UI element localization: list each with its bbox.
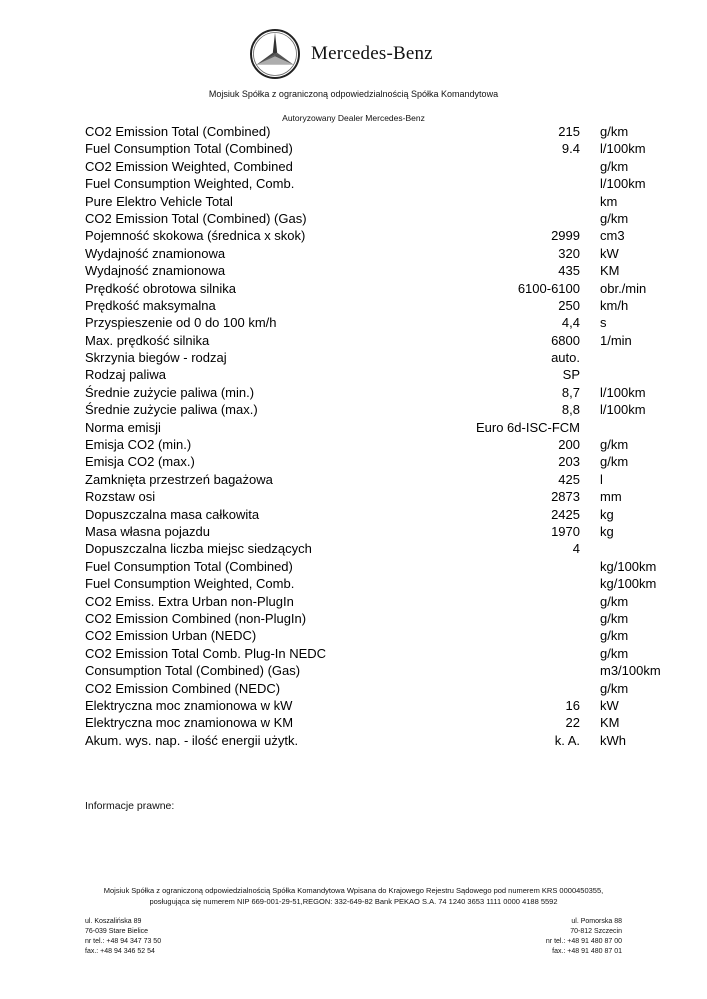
spec-row: [85, 471, 665, 488]
spec-unit: l/100km: [600, 141, 646, 157]
spec-value: Euro 6d-ISC-FCM: [475, 419, 580, 435]
spec-value: SP: [562, 367, 580, 383]
spec-unit: kg: [600, 506, 614, 522]
address-street: ul. Pomorska 88: [571, 918, 622, 925]
spec-label: Pure Elektro Vehicle Total: [85, 193, 233, 209]
spec-unit: g/km: [600, 628, 629, 644]
spec-label: Akum. wys. nap. - ilość energii użytk.: [85, 732, 299, 748]
address-fax: fax.: +48 91 480 87 01: [552, 948, 622, 955]
spec-value: 8,7: [561, 384, 580, 400]
spec-row: [85, 401, 665, 418]
spec-label: CO2 Emission Urban (NEDC): [85, 628, 257, 644]
spec-row: [85, 506, 665, 523]
spec-label: CO2 Emission Combined (NEDC): [85, 680, 281, 696]
spec-row: [85, 488, 665, 505]
spec-value: 435: [558, 263, 580, 279]
address-stare-bielice: [85, 917, 161, 957]
spec-label: Elektryczna moc znamionowa w KM: [85, 715, 294, 731]
spec-unit: g/km: [600, 680, 629, 696]
dealer-subtitle: Autoryzowany Dealer Mercedes-Benz: [282, 113, 425, 123]
spec-label: Pojemność skokowa (średnica x skok): [85, 228, 306, 244]
spec-row: [85, 175, 665, 192]
spec-value: 2999: [551, 228, 580, 244]
spec-unit: kWh: [600, 732, 626, 748]
spec-unit: kg/100km: [600, 558, 657, 574]
address-phone: nr tel.: +48 94 347 73 50: [85, 938, 162, 945]
spec-value: 4,4: [561, 315, 580, 331]
spec-unit: g/km: [600, 610, 629, 626]
spec-row: [85, 297, 665, 314]
spec-row: [85, 662, 665, 679]
spec-label: Consumption Total (Combined) (Gas): [85, 663, 301, 679]
spec-value: 2425: [551, 506, 580, 522]
spec-unit: g/km: [600, 210, 629, 226]
spec-row: [85, 349, 665, 366]
spec-unit: l/100km: [600, 402, 646, 418]
spec-row: [85, 540, 665, 557]
spec-label: Zamknięta przestrzeń bagażowa: [85, 471, 273, 487]
spec-label: Rozstaw osi: [85, 489, 156, 505]
spec-unit: KM: [600, 263, 620, 279]
spec-value: 4: [572, 541, 580, 557]
spec-value: 9.4: [561, 141, 580, 157]
address-city: 70-812 Szczecin: [570, 928, 622, 935]
spec-value: 425: [558, 471, 580, 487]
spec-value: auto.: [551, 350, 580, 366]
brand-name: Mercedes-Benz: [311, 43, 433, 64]
spec-unit: cm3: [600, 228, 625, 244]
spec-row: [85, 158, 665, 175]
brand-logo: [249, 28, 433, 80]
spec-label: CO2 Emission Weighted, Combined: [85, 158, 293, 174]
spec-value: 215: [558, 124, 580, 139]
spec-label: CO2 Emission Total (Combined): [85, 124, 271, 139]
spec-unit: km/h: [600, 297, 629, 313]
spec-label: CO2 Emission Total (Combined) (Gas): [85, 210, 307, 226]
spec-label: Rodzaj paliwa: [85, 367, 166, 383]
spec-value: 16: [565, 697, 580, 713]
spec-row: [85, 558, 665, 575]
spec-label: CO2 Emission Total Comb. Plug-In NEDC: [85, 645, 327, 661]
spec-unit: g/km: [600, 645, 629, 661]
spec-label: Fuel Consumption Weighted, Comb.: [85, 176, 295, 192]
spec-row: [85, 627, 665, 644]
address-phone: nr tel.: +48 91 480 87 00: [545, 938, 622, 945]
spec-row: [85, 645, 665, 662]
address-szczecin: [546, 917, 622, 957]
spec-row: [85, 436, 665, 453]
spec-unit: kg: [600, 523, 614, 539]
spec-label: Norma emisji: [85, 419, 161, 435]
spec-label: CO2 Emission Combined (non-PlugIn): [85, 610, 307, 626]
registration-line: posługująca się numerem NIP 669-001-29-51,REGON: 332-649-82 Bank PEKAO S.A. 74 1240 3653 1111 0000 4188 5592: [149, 897, 558, 906]
spec-label: Max. prędkość silnika: [85, 332, 210, 348]
address-street: ul. Koszalińska 89: [85, 918, 142, 925]
spec-label: Emisja CO2 (max.): [85, 454, 195, 470]
spec-label: CO2 Emiss. Extra Urban non-PlugIn: [85, 593, 294, 609]
spec-value: 6800: [551, 332, 580, 348]
spec-row: [85, 453, 665, 470]
spec-unit: kg/100km: [600, 576, 657, 592]
spec-label: Fuel Consumption Total (Combined): [85, 141, 293, 157]
spec-value: 1970: [551, 523, 580, 539]
spec-label: Wydajność znamionowa: [85, 263, 226, 279]
spec-row: [85, 714, 665, 731]
spec-label: Prędkość obrotowa silnika: [85, 280, 237, 296]
spec-row: [85, 680, 665, 697]
mercedes-star-icon: [249, 28, 301, 80]
spec-label: Fuel Consumption Total (Combined): [85, 558, 293, 574]
spec-unit: l: [600, 471, 603, 487]
spec-value: 2873: [551, 489, 580, 505]
spec-label: Wydajność znamionowa: [85, 245, 226, 261]
spec-unit: kW: [600, 697, 619, 713]
spec-unit: s: [600, 315, 607, 331]
legal-heading: Informacje prawne:: [85, 800, 175, 812]
spec-row: [85, 332, 665, 349]
spec-row: [85, 193, 665, 210]
spec-value: 22: [565, 715, 580, 731]
spec-label: Średnie zużycie paliwa (min.): [85, 384, 255, 400]
spec-value: 320: [558, 245, 580, 261]
spec-value: 8,8: [561, 402, 580, 418]
spec-unit: l/100km: [600, 384, 646, 400]
spec-unit: obr./min: [600, 280, 647, 296]
spec-row: [85, 384, 665, 401]
spec-label: Emisja CO2 (min.): [85, 437, 192, 453]
spec-row: [85, 610, 665, 627]
spec-row: [85, 314, 665, 331]
spec-unit: g/km: [600, 454, 629, 470]
spec-row: [85, 262, 665, 279]
spec-row: [85, 697, 665, 714]
spec-label: Elektryczna moc znamionowa w kW: [85, 697, 293, 713]
spec-label: Fuel Consumption Weighted, Comb.: [85, 576, 295, 592]
spec-row: [85, 419, 665, 436]
spec-unit: g/km: [600, 124, 629, 139]
spec-row: [85, 280, 665, 297]
spec-label: Masa własna pojazdu: [85, 523, 211, 539]
address-city: 76-039 Stare Bielice: [85, 928, 149, 935]
spec-list: [85, 123, 665, 749]
spec-unit: g/km: [600, 158, 629, 174]
spec-label: Prędkość maksymalna: [85, 297, 216, 313]
spec-row: [85, 732, 665, 749]
spec-value: 203: [558, 454, 580, 470]
spec-unit: m3/100km: [600, 663, 661, 679]
spec-unit: g/km: [600, 593, 629, 609]
spec-unit: KM: [600, 715, 620, 731]
company-name: Mojsiuk Spółka z ograniczoną odpowiedzialnością Spółka Komandytowa: [208, 89, 499, 99]
spec-row: [85, 123, 665, 140]
spec-unit: l/100km: [600, 176, 646, 192]
spec-row: [85, 140, 665, 157]
spec-value: 200: [558, 437, 580, 453]
spec-unit: g/km: [600, 437, 629, 453]
spec-unit: km: [600, 193, 618, 209]
spec-label: Przyspieszenie od 0 do 100 km/h: [85, 315, 277, 331]
registration-line: Mojsiuk Spółka z ograniczoną odpowiedzialnością Spółka Komandytowa Wpisana do Krajowego Rejestru Sądowego pod numerem KRS 0000450355,: [103, 886, 604, 895]
spec-row: [85, 575, 665, 592]
spec-row: [85, 245, 665, 262]
spec-row: [85, 227, 665, 244]
registration-info: [0, 885, 707, 907]
spec-label: Skrzynia biegów - rodzaj: [85, 350, 227, 366]
spec-unit: kW: [600, 245, 619, 261]
spec-label: Dopuszczalna liczba miejsc siedzących: [85, 541, 312, 557]
spec-value: 6100-6100: [517, 280, 580, 296]
spec-label: Dopuszczalna masa całkowita: [85, 506, 260, 522]
spec-row: [85, 593, 665, 610]
spec-unit: 1/min: [600, 332, 632, 348]
address-fax: fax.: +48 94 346 52 54: [85, 948, 155, 955]
spec-value: 250: [558, 297, 580, 313]
spec-label: Średnie zużycie paliwa (max.): [85, 402, 258, 418]
spec-row: [85, 210, 665, 227]
spec-row: [85, 523, 665, 540]
spec-value: k. A.: [554, 732, 580, 748]
spec-row: [85, 366, 665, 383]
spec-unit: mm: [600, 489, 622, 505]
